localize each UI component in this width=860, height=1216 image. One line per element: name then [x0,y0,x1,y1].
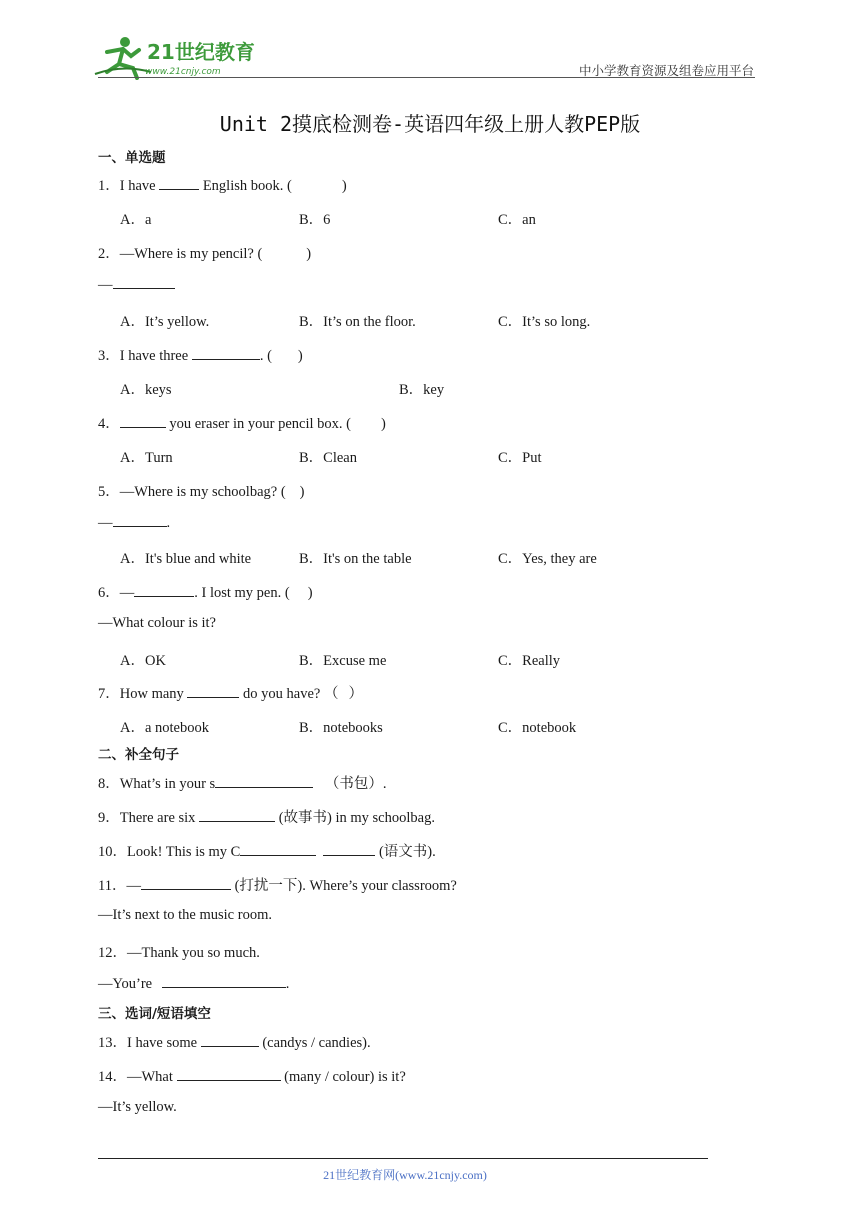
q4-option-c[interactable]: C．Put [498,450,542,466]
q1-option-b[interactable]: B．6 [299,212,331,228]
question-12-answer-line: —You’re . [98,976,290,992]
page-title: Unit 2摸底检测卷-英语四年级上册人教PEP版 [219,112,641,136]
q7-option-c[interactable]: C．notebook [498,720,577,736]
section-heading-1: 一、单选题 [98,150,166,166]
header-divider [98,77,755,78]
question-4: 4． you eraser in your pencil box. ( ) [98,416,386,432]
question-1: 1．I have English book. ( ) [98,178,347,194]
footer-link[interactable]: 21世纪教育网(www.21cnjy.com) [323,1168,487,1182]
answer-blank[interactable] [134,584,194,597]
q7-option-b[interactable]: B．notebooks [299,720,383,736]
answer-blank[interactable] [113,514,167,527]
question-11: 11．— (打扰一下). Where’s your classroom? [98,878,457,894]
q2-option-b[interactable]: B．It’s on the floor. [299,314,416,330]
q7-option-a[interactable]: A．a notebook [120,720,209,736]
q4-option-a[interactable]: A．Turn [120,450,173,466]
answer-blank[interactable] [141,877,231,890]
question-2-answer-line: — [98,276,175,294]
q6-option-c[interactable]: C．Really [498,653,561,669]
answer-blank[interactable] [162,975,286,988]
answer-blank[interactable] [192,347,260,360]
question-14: 14．—What (many / colour) is it? [98,1069,406,1085]
footer-divider [98,1158,708,1159]
runner-logo-icon [93,34,263,80]
section-heading-3: 三、选词/短语填空 [98,1006,211,1022]
question-12: 12．—Thank you so much. [98,945,260,961]
question-6: 6．— . I lost my pen. ( ) [98,585,313,601]
q4-option-b[interactable]: B．Clean [299,450,357,466]
question-3: 3．I have three . ( ) [98,348,303,364]
platform-slogan: 中小学教育资源及组卷应用平台 [578,63,754,78]
answer-blank[interactable] [323,843,375,856]
answer-blank[interactable] [120,415,166,428]
answer-blank[interactable] [187,685,239,698]
q2-option-c[interactable]: C．It’s so long. [498,314,591,330]
logo-text: 21世纪教育 [147,40,255,64]
q5-option-b[interactable]: B．It's on the table [299,551,412,567]
question-5: 5．—Where is my schoolbag? ( ) [98,484,305,500]
q6-option-a[interactable]: A．OK [120,653,166,669]
question-10: 10．Look! This is my C (语文书). [98,844,436,860]
q2-option-a[interactable]: A．It’s yellow. [120,314,210,330]
question-11-answer-line: —It’s next to the music room. [98,907,272,923]
question-7: 7．How many do you have? （ ） [98,686,363,702]
question-14-answer-line: —It’s yellow. [98,1099,177,1115]
question-2: 2．—Where is my pencil? ( ) [98,246,312,262]
q3-option-b[interactable]: B．key [399,382,445,398]
q5-option-a[interactable]: A．It's blue and white [120,551,252,567]
answer-blank[interactable] [177,1068,281,1081]
answer-blank[interactable] [113,276,175,289]
question-5-answer-line: — . [98,515,171,531]
question-9: 9．There are six (故事书) in my schoolbag. [98,810,435,826]
q1-option-c[interactable]: C．an [498,212,536,228]
logo-url: www.21cnjy.com [145,67,221,77]
answer-blank[interactable] [215,775,313,788]
answer-blank[interactable] [240,843,316,856]
question-8: 8．What’s in your s （书包）. [98,776,387,792]
question-13: 13．I have some (candys / candies). [98,1035,371,1051]
site-logo [93,34,263,80]
answer-blank[interactable] [201,1034,259,1047]
q3-option-a[interactable]: A．keys [120,382,172,398]
q6-option-b[interactable]: B．Excuse me [299,653,387,669]
q1-option-a[interactable]: A．a [120,212,152,228]
answer-blank[interactable] [159,177,199,190]
section-heading-2: 二、补全句子 [98,747,179,763]
q5-option-c[interactable]: C．Yes, they are [498,551,597,567]
answer-blank[interactable] [199,809,275,822]
question-6-answer-line: —What colour is it? [98,615,216,631]
